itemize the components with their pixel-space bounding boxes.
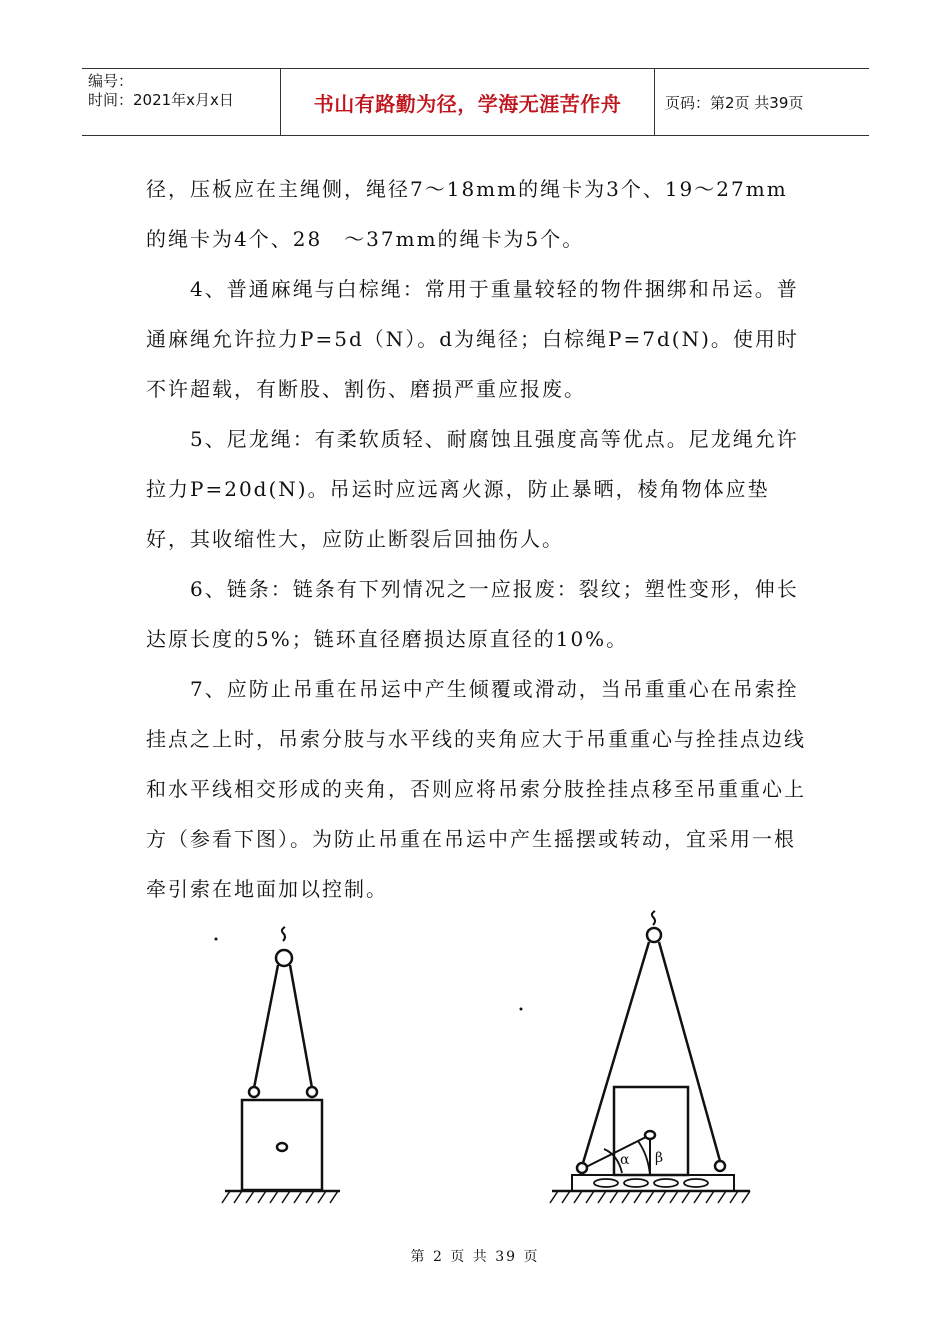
angle-alpha-label: α — [620, 1152, 630, 1168]
paragraph-nylon-rope: 5、尼龙绳：有柔软质轻、耐腐蚀且强度高等优点。尼龙绳允许拉力P=20d(N)。吊运时应远离火源，防止暴晒，棱角物体应垫好，其收缩性大，应防止断裂后回抽伤人。 — [146, 427, 799, 551]
paragraph-continuation: 径，压板应在主绳侧，绳径7～18mm的绳卡为3个、19～27mm的绳卡为4个、28 ～37mm的绳卡为5个。 — [146, 177, 788, 251]
angle-arc-inner — [638, 1141, 650, 1175]
load-box-left — [242, 1100, 322, 1190]
paragraph-chain: 6、链条：链条有下列情况之一应报废：裂纹；塑性变形，伸长达原长度的5%；链环直径磨损达原直径的10%。 — [146, 577, 799, 651]
hook-icon — [282, 927, 285, 941]
left-lift-figure — [215, 927, 523, 1203]
header-motto: 书山有路勤为径，学海无涯苦作舟 — [313, 91, 622, 116]
page-footer: 第 2 页 共 39 页 — [410, 1249, 540, 1265]
rope-right — [290, 965, 312, 1088]
paragraph-lifting-balance: 7、应防止吊重在吊运中产生倾覆或滑动，当吊重重心在吊索拴挂点之上时，吊索分肢与水平线的夹角应大于吊重重心与拴挂点边线和水平线相交形成的夹角，否则应将吊索分肢拴挂点移至吊重重心上方（参看下图）。为防止吊重在吊运中产生摇摆或转动，宜采用一根牵引索在地面加以控制。 — [146, 677, 806, 901]
body-text — [146, 164, 806, 914]
shackle-ring-icon — [276, 950, 292, 966]
center-of-gravity-mark — [645, 1131, 655, 1139]
rope-left-wide — [583, 942, 649, 1163]
right-lift-figure — [550, 911, 750, 1203]
header-meta-cell — [82, 69, 281, 135]
lifting-diagram — [190, 905, 810, 1215]
header-motto-cell — [281, 69, 655, 135]
hook-icon — [652, 911, 655, 925]
header-table — [82, 68, 869, 136]
pallet-base — [572, 1175, 734, 1191]
shackle-ring-icon — [647, 928, 661, 942]
header-number-label: 编号： — [88, 72, 134, 90]
center-of-gravity-mark — [277, 1143, 287, 1151]
header-date-label: 时间：2021年x月x日 — [88, 91, 234, 109]
rope-right-wide — [659, 942, 720, 1161]
rope-left — [254, 965, 278, 1088]
cog-to-anchor-line — [586, 1137, 646, 1167]
angle-beta-label: β — [655, 1150, 664, 1166]
header-page-cell — [655, 69, 869, 135]
header-page-label: 页码：第2页 共39页 — [665, 93, 804, 112]
paragraph-hemp-rope: 4、普通麻绳与白棕绳：常用于重量较轻的物件捆绑和吊运。普通麻绳允许拉力P=5d（N）。d为绳径；白棕绳P=7d(N)。使用时不许超载，有断股、割伤、磨损严重应报废。 — [146, 277, 799, 401]
